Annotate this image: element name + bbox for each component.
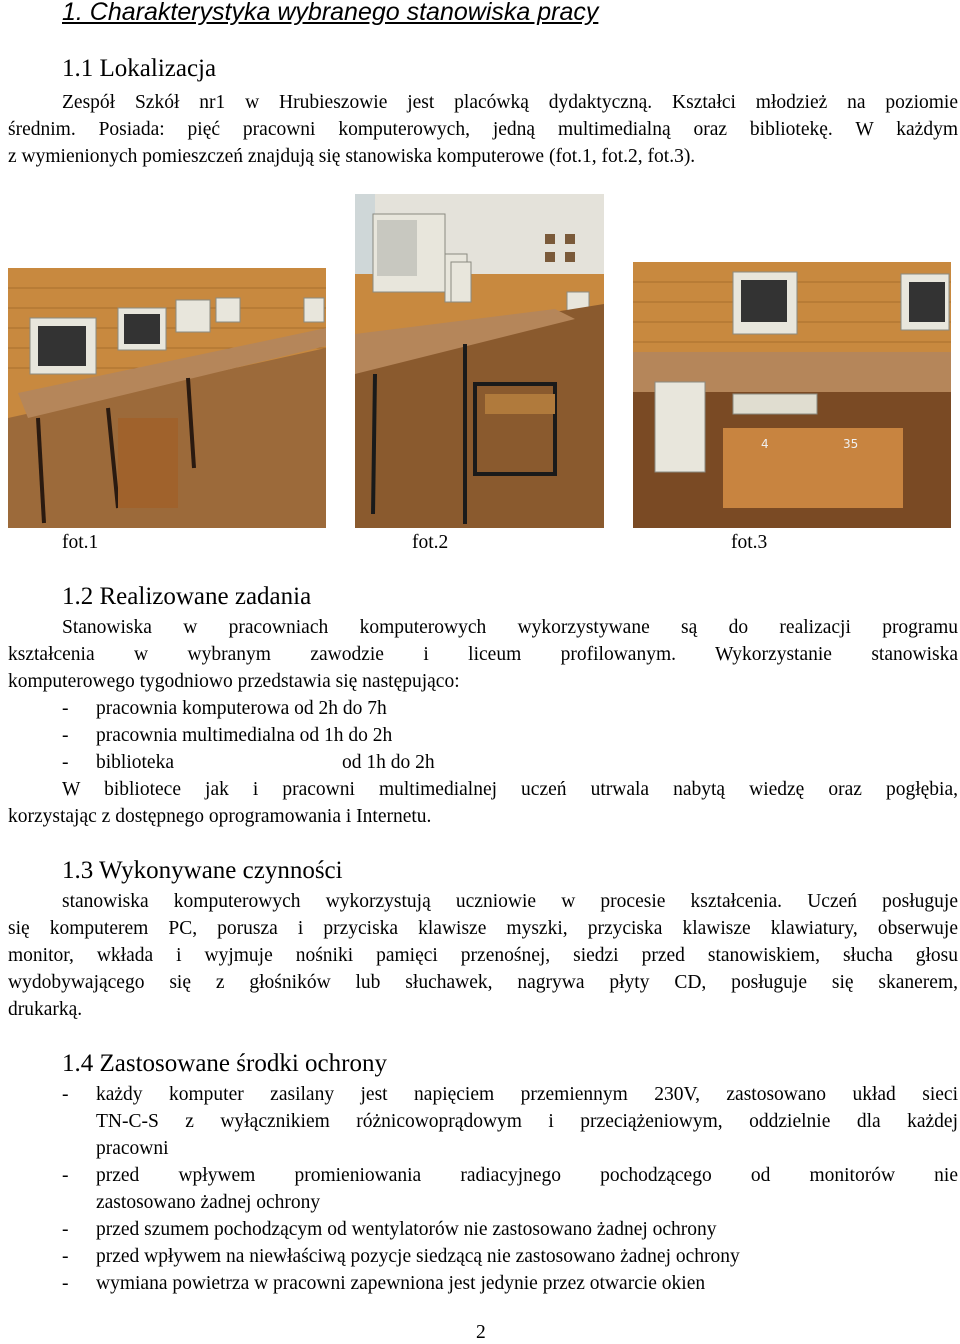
photo-caption: fot.2 [412, 532, 449, 553]
list-item: przed wpływem na niewłaściwą pozycje siedzącą nie zastosowano żadnej ochrony [96, 1246, 740, 1267]
list-dash: - [62, 725, 69, 746]
section-1-1-title: 1.1 Lokalizacja [62, 55, 217, 82]
list-dash: - [62, 698, 69, 719]
section-1-3-title: 1.3 Wykonywane czynności [62, 857, 343, 884]
section-1-2-line: kształcenia w wybranym zawodzie i liceum profilowanym. Wykorzystanie stanowiska [8, 644, 958, 665]
section-1-4-title: 1.4 Zastosowane środki ochrony [62, 1050, 387, 1077]
svg-text:4: 4 [761, 437, 769, 451]
list-item: każdy komputer zasilany jest napięciem przemiennym 230V, zastosowano układ sieci [96, 1084, 958, 1105]
section-1-3-line: monitor, wkłada i wyjmuje nośniki pamięci przenośnej, siedzi przed stanowiskiem, słucha głosu [8, 945, 958, 966]
photo-computer-lab-3 [633, 262, 951, 528]
list-item: zastosowano żadnej ochrony [96, 1192, 321, 1213]
section-1-2-title: 1.2 Realizowane zadania [62, 583, 312, 610]
section-1-3-line: wydobywającego się z głośników lub słuchawek, nagrywa płyty CD, posługuje się skanerem, [8, 972, 958, 993]
page-number: 2 [476, 1322, 486, 1343]
section-1-1-line: z wymienionych pomieszczeń znajdują się stanowiska komputerowe (fot.1, fot.2, fot.3). [8, 146, 696, 167]
section-1-3-line: się komputerem PC, porusza i przyciska klawisze myszki, przyciska klawisze klawiatury, obserwuje [8, 918, 958, 939]
list-item: wymiana powietrza w pracowni zapewniona jest jedynie przez otwarcie okien [96, 1273, 706, 1294]
list-dash: - [62, 1246, 69, 1267]
section-1-1-line: średnim. Posiada: pięć pracowni komputerowych, jedną multimedialną oraz bibliotekę. W każdym [8, 119, 958, 140]
list-item-value: od 1h do 2h [342, 752, 435, 773]
section-1-2-line: Stanowiska w pracowniach komputerowych wykorzystywane są do realizacji programu [62, 617, 958, 638]
photo-computer-lab-2 [355, 194, 604, 528]
photo-computer-lab-1 [8, 268, 326, 528]
section-1-2-line: W bibliotece jak i pracowni multimedialnej uczeń utrwala nabytą wiedzę oraz pogłębia, [62, 779, 958, 800]
list-item: przed wpływem promieniowania radiacyjnego pochodzącego od monitorów nie [96, 1165, 958, 1186]
section-1-3-line: drukarką. [8, 999, 83, 1020]
list-item: biblioteka [96, 752, 174, 773]
list-dash: - [62, 1084, 69, 1105]
list-item: TN-C-S z wyłącznikiem różnicowoprądowym i przeciążeniowym, oddzielnie dla każdej [96, 1111, 958, 1132]
list-dash: - [62, 1165, 69, 1186]
section-1-3-line: stanowiska komputerowych wykorzystują uczniowie w procesie kształcenia. Uczeń posługuje [62, 891, 958, 912]
document-title: 1. Charakterystyka wybranego stanowiska pracy [62, 0, 599, 26]
list-dash: - [62, 1273, 69, 1294]
list-dash: - [62, 752, 69, 773]
section-1-1-line: Zespół Szkół nr1 w Hrubieszowie jest placówką dydaktyczną. Kształci młodzież na poziomie [62, 92, 958, 113]
photo-caption: fot.3 [731, 532, 768, 553]
list-item: przed szumem pochodzącym od wentylatorów nie zastosowano żadnej ochrony [96, 1219, 717, 1240]
section-1-2-line: komputerowego tygodniowo przedstawia się następująco: [8, 671, 460, 692]
svg-text:35: 35 [843, 437, 859, 451]
list-item: pracowni [96, 1138, 169, 1159]
list-item: pracownia multimedialna od 1h do 2h [96, 725, 393, 746]
section-1-2-line: korzystając z dostępnego oprogramowania i Internetu. [8, 806, 432, 827]
list-item: pracownia komputerowa od 2h do 7h [96, 698, 387, 719]
list-dash: - [62, 1219, 69, 1240]
photo-caption: fot.1 [62, 532, 99, 553]
